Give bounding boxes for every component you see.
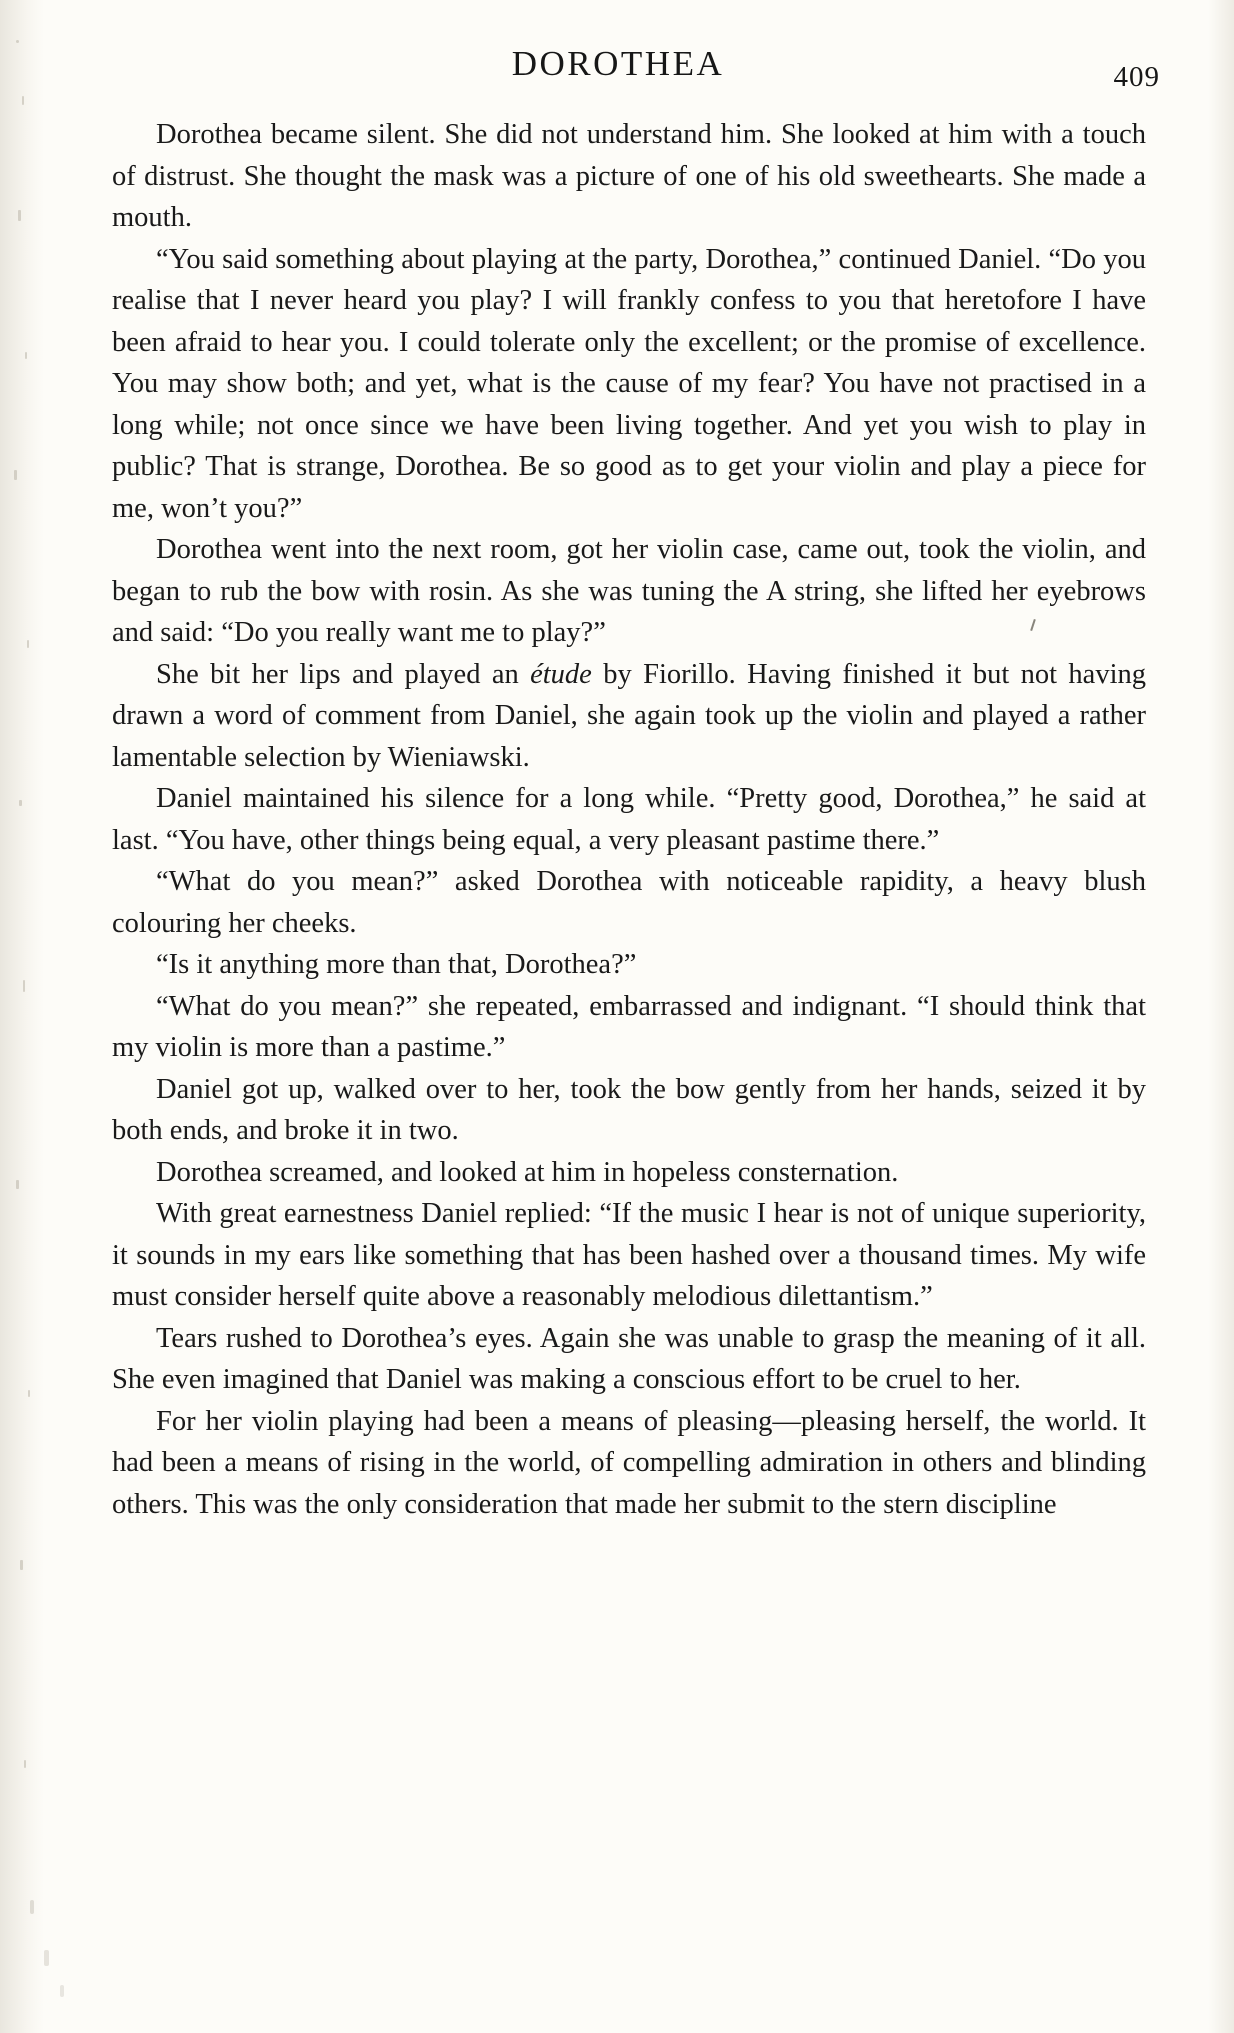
- paragraph: Dorothea became silent. She did not understand him. She looked at him with a touch of distrust. She thought the mask was a picture of one of his old sweethearts. She made a mouth.: [112, 119, 1146, 233]
- paragraph: “What do you mean?” she repeated, embarrassed and indignant. “I should think that my violin is more than a pastime.”: [112, 990, 1146, 1063]
- paragraph: Tears rushed to Dorothea’s eyes. Again she was unable to grasp the meaning of it all. She even imagined that Daniel was making a conscious effort to be cruel to her.: [112, 1322, 1146, 1395]
- scan-speckle: [16, 40, 19, 43]
- scan-speckle: [25, 352, 27, 359]
- paragraph: With great earnestness Daniel replied: “If the music I hear is not of unique superiority, it sounds in my ears like something that has been hashed over a thousand times. My wife must consider herself quite above a reasonably melodious dilettantism.”: [112, 1198, 1146, 1312]
- paragraph: She bit her lips and played an étude by Fiorillo. Having finished it but not having drawn a word of comment from Daniel, she again took up the violin and played a rather lamentable selection by Wieniawski.: [112, 658, 1146, 773]
- page-content: [62, 44, 1174, 1525]
- paragraph: Dorothea went into the next room, got her violin case, came out, took the violin, and began to rub the bow with rosin. As she was tuning the A string, she lifted her eyebrows and said: “Do you really want me to play?”: [112, 534, 1146, 648]
- scan-speckle: [44, 1950, 49, 1966]
- paragraph: Dorothea screamed, and looked at him in hopeless consternation.: [156, 1156, 899, 1188]
- paragraph: Daniel got up, walked over to her, took the bow gently from her hands, seized it by both ends, and broke it in two.: [112, 1073, 1146, 1146]
- scan-speckle: [27, 640, 29, 648]
- paragraph: Daniel maintained his silence for a long while. “Pretty good, Dorothea,” he said at last. “You have, other things being equal, a very pleasant pastime there.”: [112, 783, 1146, 856]
- scan-speckle: [24, 1760, 26, 1768]
- scan-speckle: [14, 470, 17, 480]
- scan-speckle: [23, 980, 25, 992]
- page-title: DOROTHEA: [511, 44, 725, 83]
- scan-speckle: [16, 1180, 19, 1189]
- body-text: [62, 114, 1174, 1525]
- paragraph: “You said something about playing at the party, Dorothea,” continued Daniel. “Do you realise that I never heard you play? I will frankly confess to you that heretofore I have been afraid to hear you. I could tolerate only the excellent; or the promise of excellence. You may show both; and yet, what is the cause of my fear? You have not practised in a long while; not once since we have been living together. And yet you wish to play in public? That is strange, Dorothea. Be so good as to get your violin and play a piece for me, won’t you?”: [112, 243, 1146, 524]
- running-head: [62, 44, 1174, 98]
- scan-speckle: [18, 210, 21, 221]
- page-number: 409: [1113, 61, 1160, 93]
- scan-speckle: [30, 1900, 34, 1914]
- scan-speckle: [60, 1985, 64, 1997]
- scan-speckle: [22, 96, 24, 105]
- scan-speckle: [28, 1390, 30, 1397]
- scan-speckle: [19, 800, 22, 806]
- paragraph: “What do you mean?” asked Dorothea with noticeable rapidity, a heavy blush colouring her cheeks.: [112, 866, 1146, 939]
- scan-speckle: [20, 1560, 23, 1570]
- paragraph: “Is it anything more than that, Dorothea?”: [156, 949, 637, 980]
- paragraph: For her violin playing had been a means of pleasing—pleasing herself, the world. It had been a means of rising in the world, of compelling admiration in others and blinding others. This was the only consideration that made her submit to the stern discipline: [112, 1405, 1146, 1520]
